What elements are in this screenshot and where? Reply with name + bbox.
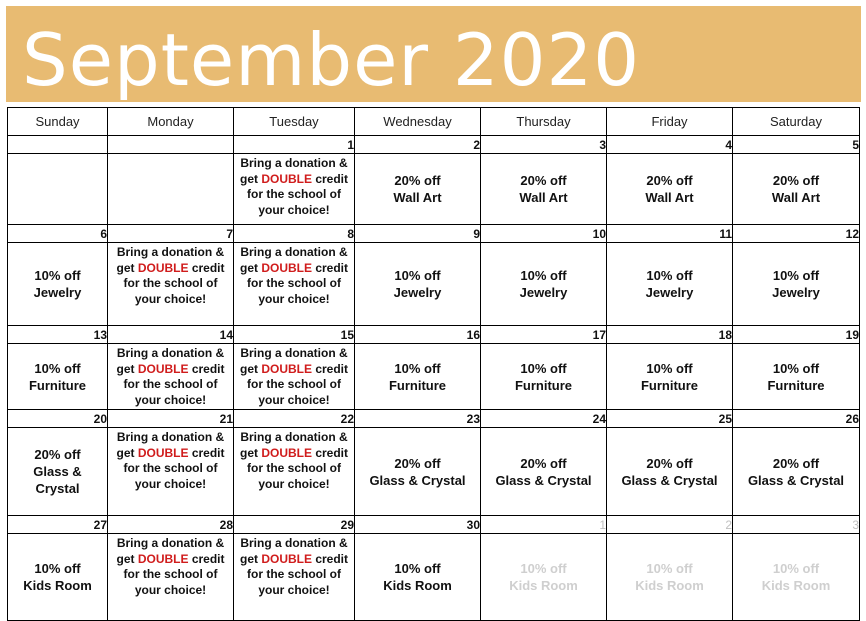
sale-line: 20% off <box>772 455 820 471</box>
sale-line: Glass & <box>33 464 82 479</box>
sale-line: 10% off <box>394 360 441 376</box>
donation-text: credit <box>312 171 349 186</box>
donation-line: your choice! <box>258 582 330 597</box>
sale-line: 20% off <box>394 455 441 471</box>
day-number: 15 <box>234 326 355 344</box>
week-content-row <box>8 534 860 621</box>
weekday-header-saturday: Saturday <box>733 108 860 136</box>
sale-line: Jewelry <box>33 285 82 300</box>
donation-line: for the school of <box>123 461 218 475</box>
day-number: 6 <box>8 225 108 243</box>
sale-line: 20% off <box>394 173 441 188</box>
donation-text: credit <box>312 361 349 376</box>
sale-line: Wall Art <box>519 190 568 205</box>
sale-line: 10% off <box>34 268 81 283</box>
calendar-grid <box>7 107 860 621</box>
sale-line: 10% off <box>394 268 441 283</box>
donation-line: for the school of <box>123 377 218 391</box>
day-number: 13 <box>8 326 108 344</box>
donation-line: your choice! <box>134 582 207 597</box>
sale-line: 10% off <box>520 360 567 376</box>
sale-line: Jewelry <box>645 285 694 300</box>
donation-line <box>234 446 354 462</box>
donation-line <box>234 552 354 568</box>
day-number: 2 <box>355 136 481 154</box>
week-content-row <box>8 344 860 410</box>
donation-text: credit <box>188 260 225 275</box>
day-cell-sale[interactable] <box>8 534 108 621</box>
donation-text: credit <box>188 445 225 460</box>
week-content-row <box>8 243 860 326</box>
sale-line: Furniture <box>388 377 447 393</box>
sale-line: Kids Room <box>383 578 452 593</box>
donation-text: credit <box>188 551 225 566</box>
day-number: 3 <box>481 136 607 154</box>
day-number: 20 <box>8 410 108 428</box>
day-number: 16 <box>355 326 481 344</box>
donation-text: credit <box>312 551 349 566</box>
day-cell-sale[interactable] <box>355 154 481 225</box>
day-cell-sale[interactable] <box>733 534 860 621</box>
week-number-row <box>8 516 860 534</box>
weekday-header-monday: Monday <box>108 108 234 136</box>
donation-text: get <box>116 551 138 566</box>
day-number: 17 <box>481 326 607 344</box>
donation-line: your choice! <box>134 392 207 407</box>
day-cell-sale[interactable] <box>733 154 860 225</box>
day-cell-sale[interactable] <box>733 428 860 516</box>
donation-line: Bring a donation & <box>240 156 348 170</box>
sale-line: Kids Room <box>635 578 704 593</box>
day-number: 9 <box>355 225 481 243</box>
day-cell-sale[interactable] <box>607 428 733 516</box>
sale-line: 20% off <box>34 447 81 462</box>
donation-line <box>108 362 233 378</box>
week-number-row <box>8 136 860 154</box>
sale-line: Furniture <box>767 377 825 393</box>
weekday-header-tuesday: Tuesday <box>234 108 355 136</box>
weekday-header-friday: Friday <box>607 108 733 136</box>
day-number <box>108 136 234 154</box>
day-number: 29 <box>234 516 355 534</box>
day-cell-donation[interactable] <box>234 243 355 326</box>
donation-line: for the school of <box>247 276 341 290</box>
page-title: September 2020 <box>22 18 641 102</box>
day-number: 3 <box>733 516 860 534</box>
donation-line <box>234 172 354 188</box>
day-cell-sale[interactable] <box>355 534 481 621</box>
day-number: 14 <box>108 326 234 344</box>
sale-line: 10% off <box>34 360 81 376</box>
title-banner <box>6 6 861 102</box>
day-cell-sale[interactable] <box>355 428 481 516</box>
donation-text: credit <box>312 445 349 460</box>
weekday-header-sunday: Sunday <box>8 108 108 136</box>
double-highlight: DOUBLE <box>261 260 312 275</box>
donation-text: get <box>116 445 138 460</box>
day-cell-donation[interactable] <box>108 344 234 410</box>
day-number: 23 <box>355 410 481 428</box>
sale-line: 20% off <box>646 173 693 188</box>
day-cell-sale[interactable] <box>8 243 108 326</box>
day-cell-sale[interactable] <box>108 154 234 225</box>
donation-line: Bring a donation & <box>116 430 225 444</box>
day-number: 10 <box>481 225 607 243</box>
donation-text: get <box>239 171 262 186</box>
donation-line: for the school of <box>247 461 341 475</box>
double-highlight: DOUBLE <box>261 171 312 186</box>
sale-line: 10% off <box>646 561 693 576</box>
sale-line: Kids Room <box>509 578 578 593</box>
donation-line: your choice! <box>258 202 330 217</box>
sale-line: Furniture <box>640 377 699 393</box>
sale-line: 10% off <box>394 561 441 576</box>
sale-line: 20% off <box>646 455 693 471</box>
donation-text: get <box>239 551 262 566</box>
sale-line: Wall Art <box>771 190 821 205</box>
donation-line: Bring a donation & <box>240 430 348 444</box>
day-cell-sale[interactable] <box>8 154 108 225</box>
week-number-row <box>8 410 860 428</box>
sale-line: Glass & Crystal <box>621 472 718 488</box>
day-number <box>8 136 108 154</box>
day-number: 11 <box>607 225 733 243</box>
donation-text: get <box>116 260 138 275</box>
double-highlight: DOUBLE <box>261 551 312 566</box>
week-content-row <box>8 428 860 516</box>
sale-line: 10% off <box>646 268 693 283</box>
donation-line: for the school of <box>123 276 218 290</box>
sale-line: 10% off <box>772 268 820 283</box>
sale-line: 10% off <box>772 561 820 576</box>
sale-line: 10% off <box>646 360 693 376</box>
sale-line: 10% off <box>520 268 567 283</box>
day-number: 18 <box>607 326 733 344</box>
double-highlight: DOUBLE <box>137 445 189 460</box>
sale-line: Kids Room <box>23 578 92 593</box>
day-number: 1 <box>234 136 355 154</box>
day-number: 4 <box>607 136 733 154</box>
day-cell-sale[interactable] <box>8 428 108 516</box>
donation-line: for the school of <box>247 567 341 581</box>
donation-line: Bring a donation & <box>240 536 348 550</box>
donation-line: your choice! <box>134 476 207 491</box>
day-cell-sale[interactable] <box>733 243 860 326</box>
sale-line: Furniture <box>514 377 573 393</box>
day-number: 2 <box>607 516 733 534</box>
donation-line: Bring a donation & <box>116 346 225 360</box>
sale-line: Wall Art <box>645 190 694 205</box>
sale-line: Jewelry <box>772 285 820 300</box>
day-number: 28 <box>108 516 234 534</box>
sale-line: Glass & Crystal <box>369 472 466 488</box>
day-cell-donation[interactable] <box>108 243 234 326</box>
day-cell-donation[interactable] <box>108 428 234 516</box>
donation-line: your choice! <box>134 291 207 306</box>
donation-text: get <box>116 361 138 376</box>
day-number: 25 <box>607 410 733 428</box>
donation-line <box>108 552 233 568</box>
weekday-header-row <box>8 108 860 136</box>
day-number: 22 <box>234 410 355 428</box>
day-cell-donation[interactable] <box>234 154 355 225</box>
sale-line: Furniture <box>28 377 87 393</box>
sale-line: Jewelry <box>393 285 442 300</box>
week-number-row <box>8 225 860 243</box>
day-number: 30 <box>355 516 481 534</box>
day-cell-donation[interactable] <box>234 344 355 410</box>
sale-line: Kids Room <box>761 578 831 593</box>
day-cell-sale[interactable] <box>733 344 860 410</box>
donation-line: your choice! <box>258 476 330 491</box>
donation-line: your choice! <box>258 291 330 306</box>
double-highlight: DOUBLE <box>137 361 189 376</box>
donation-line: Bring a donation & <box>116 536 225 550</box>
day-cell-donation[interactable] <box>234 428 355 516</box>
sale-line: 20% off <box>520 173 567 188</box>
day-cell-sale[interactable] <box>8 344 108 410</box>
sale-line: Jewelry <box>519 285 568 300</box>
donation-line <box>234 261 354 277</box>
day-number: 5 <box>733 136 860 154</box>
sale-line: Wall Art <box>393 190 442 205</box>
donation-text: get <box>239 260 262 275</box>
day-cell-sale[interactable] <box>481 154 607 225</box>
day-number: 24 <box>481 410 607 428</box>
donation-line <box>108 446 233 462</box>
double-highlight: DOUBLE <box>137 260 189 275</box>
day-cell-sale[interactable] <box>481 243 607 326</box>
day-number: 27 <box>8 516 108 534</box>
donation-line: for the school of <box>247 377 341 391</box>
donation-text: credit <box>312 260 349 275</box>
day-cell-sale[interactable] <box>355 344 481 410</box>
day-cell-sale[interactable] <box>481 344 607 410</box>
weekday-header-wednesday: Wednesday <box>355 108 481 136</box>
day-cell-sale[interactable] <box>481 428 607 516</box>
day-cell-sale[interactable] <box>607 243 733 326</box>
day-number: 21 <box>108 410 234 428</box>
donation-line: for the school of <box>247 187 341 201</box>
donation-line: your choice! <box>258 392 330 407</box>
sale-line: Glass & Crystal <box>747 472 845 488</box>
donation-text: get <box>239 445 262 460</box>
donation-line: for the school of <box>123 567 218 581</box>
day-number: 8 <box>234 225 355 243</box>
donation-line: Bring a donation & <box>116 245 225 259</box>
day-number: 12 <box>733 225 860 243</box>
sale-line: Crystal <box>35 481 80 496</box>
donation-text: credit <box>188 361 225 376</box>
sale-line: 20% off <box>520 455 567 471</box>
day-cell-donation[interactable] <box>234 534 355 621</box>
week-number-row <box>8 326 860 344</box>
week-content-row <box>8 154 860 225</box>
day-cell-sale[interactable] <box>481 534 607 621</box>
sale-line: Glass & Crystal <box>495 472 592 488</box>
day-cell-sale[interactable] <box>355 243 481 326</box>
weekday-header-thursday: Thursday <box>481 108 607 136</box>
donation-line: Bring a donation & <box>240 245 348 259</box>
day-number: 1 <box>481 516 607 534</box>
double-highlight: DOUBLE <box>137 551 189 566</box>
day-number: 19 <box>733 326 860 344</box>
day-cell-sale[interactable] <box>607 344 733 410</box>
day-number: 7 <box>108 225 234 243</box>
day-cell-sale[interactable] <box>607 154 733 225</box>
double-highlight: DOUBLE <box>261 445 312 460</box>
day-cell-sale[interactable] <box>607 534 733 621</box>
donation-line <box>234 362 354 378</box>
double-highlight: DOUBLE <box>261 361 312 376</box>
sale-line: 10% off <box>34 561 81 576</box>
sale-line: 20% off <box>772 173 820 188</box>
day-cell-donation[interactable] <box>108 534 234 621</box>
donation-text: get <box>239 361 262 376</box>
donation-line: Bring a donation & <box>240 346 348 360</box>
sale-line: 10% off <box>520 561 567 576</box>
sale-line: 10% off <box>772 360 820 376</box>
donation-line <box>108 261 233 277</box>
day-number: 26 <box>733 410 860 428</box>
